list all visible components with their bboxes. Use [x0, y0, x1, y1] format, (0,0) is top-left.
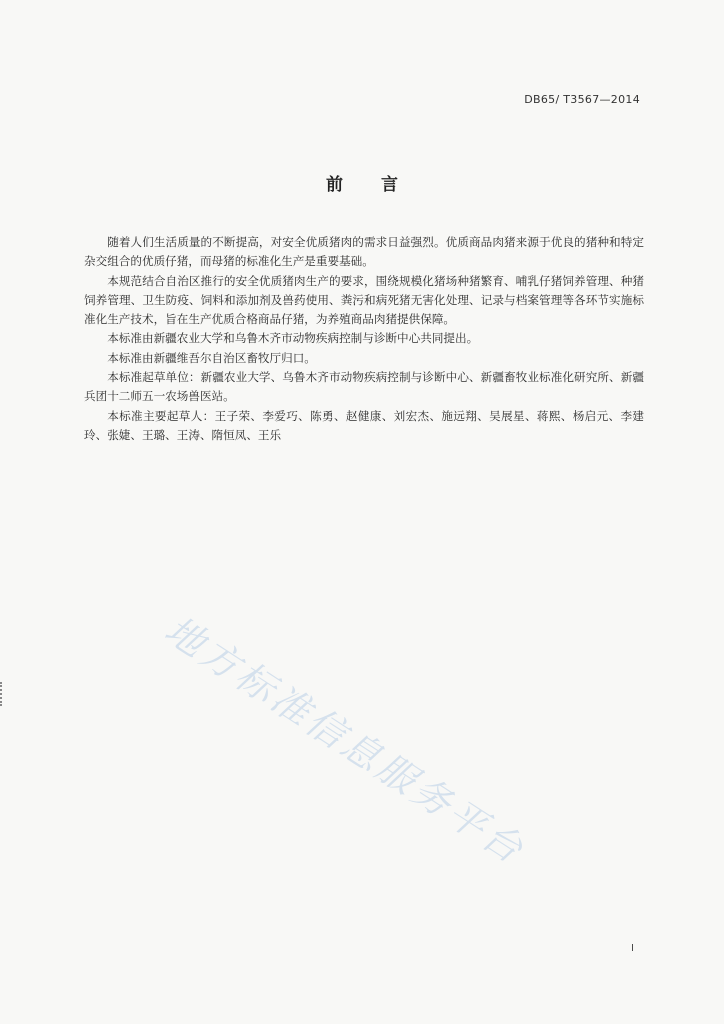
- paragraph-scope: 本规范结合自治区推行的安全优质猪肉生产的要求，围绕规模化猪场种猪繁育、哺乳仔猪饲养管理、种猪饲养管理、卫生防疫、饲料和添加剂及兽药使用、粪污和病死猪无害化处理、记录与档案管理等各环节实施标准化生产技术，旨在生产优质合格商品仔猪，为养殖商品肉猪提供保障。: [84, 273, 644, 327]
- foreword-body: [84, 233, 644, 445]
- paragraph-drafters: 本标准主要起草人：王子荣、李爱巧、陈勇、赵健康、刘宏杰、施远翔、吴展星、蒋熙、杨启元、李建玲、张婕、王璐、王涛、隋恒凤、王乐: [84, 408, 644, 442]
- scan-edge-mark: [0, 682, 6, 706]
- paragraph-intro: 随着人们生活质量的不断提高，对安全优质猪肉的需求日益强烈。优质商品肉猪来源于优良的猪种和特定杂交组合的优质仔猪，而母猪的标准化生产是重要基础。: [84, 235, 644, 269]
- standard-number: DB65/ T3567—2014: [524, 93, 640, 106]
- paragraph-proposer: 本标准由新疆农业大学和乌鲁木齐市动物疾病控制与诊断中心共同提出。: [107, 331, 479, 346]
- page-title: 前 言: [326, 175, 414, 195]
- watermark-text: 地方标准信息服务平台: [157, 607, 534, 874]
- paragraph-drafting-units: 本标准起草单位：新疆农业大学、乌鲁木齐市动物疾病控制与诊断中心、新疆畜牧业标准化研究所、新疆兵团十二师五一农场兽医站。: [84, 370, 644, 404]
- page-number: I: [631, 943, 634, 954]
- paragraph-administrator: 本标准由新疆维吾尔自治区畜牧厅归口。: [107, 350, 316, 365]
